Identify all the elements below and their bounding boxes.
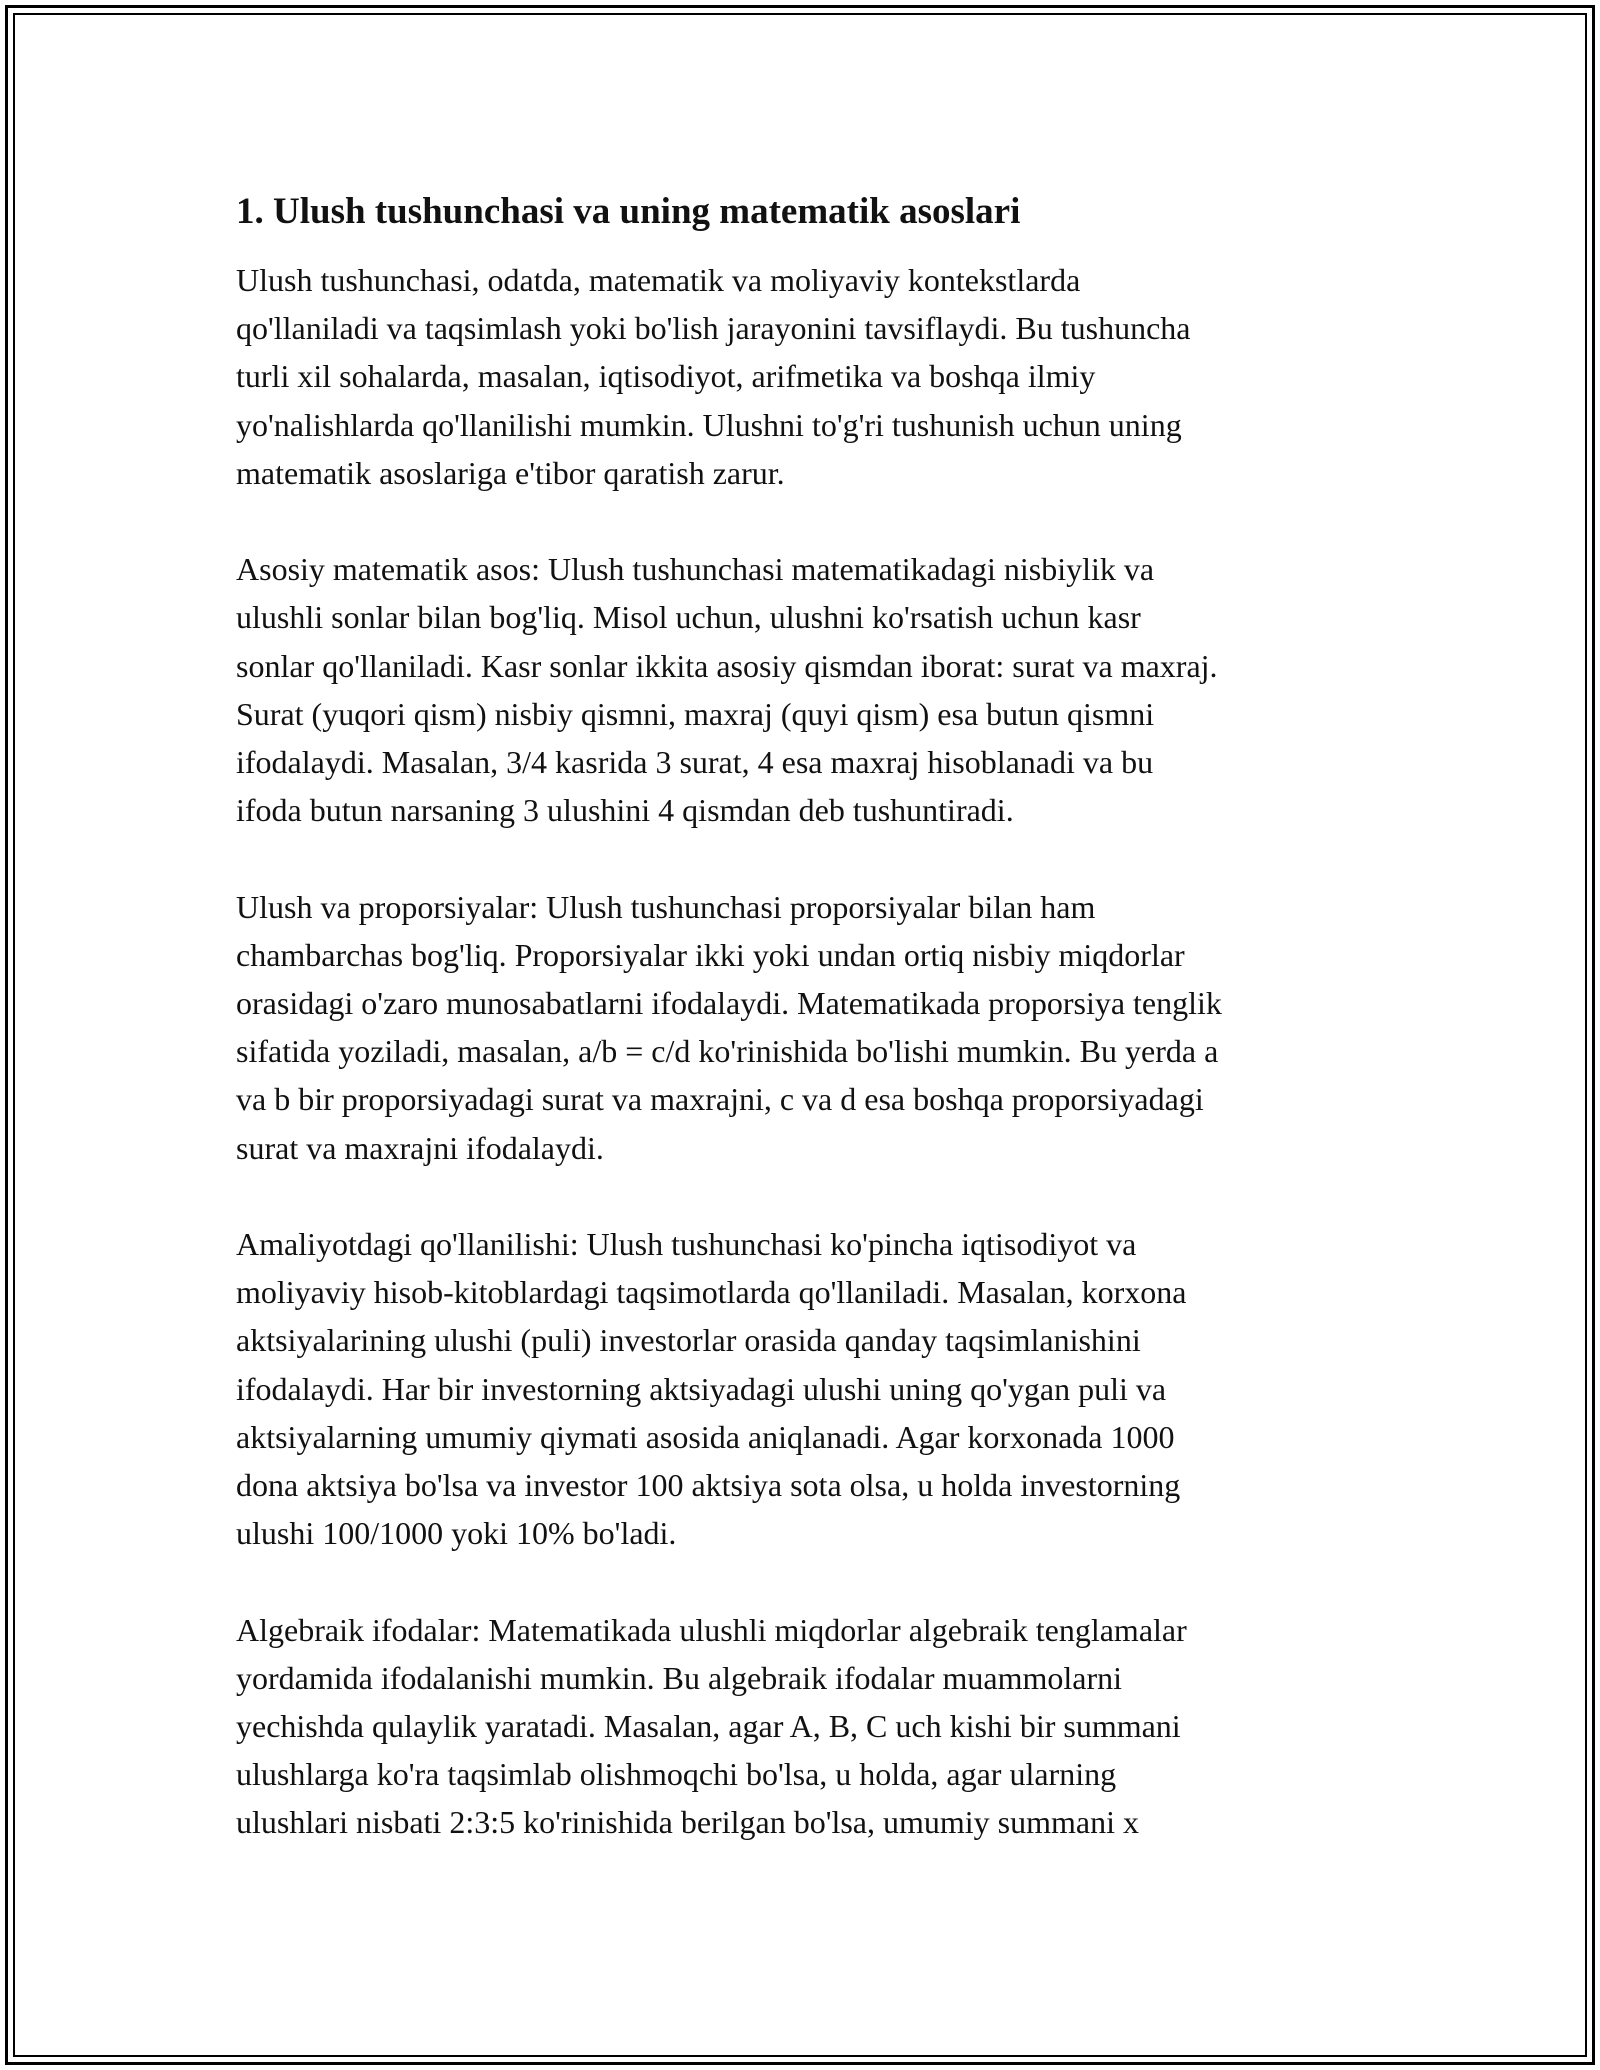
text-line: turli xil sohalarda, masalan, iqtisodiyot, arifmetika va boshqa ilmiy xyxy=(236,358,1096,395)
text-line: Surat (yuqori qism) nisbiy qismni, maxraj (quyi qism) esa butun qismni xyxy=(236,695,1155,732)
text-line: Asosiy matematik asos: Ulush tushunchasi matematikadagi nisbiylik va xyxy=(236,551,1155,588)
text-line: ulushlari nisbati 2:3:5 ko'rinishida berilgan bo'lsa, umumiy summani x xyxy=(236,1804,1139,1841)
text-line: aktsiyalarining ulushi (puli) investorlar orasida qanday taqsimlanishini xyxy=(236,1322,1141,1359)
text-line: moliyaviy hisob-kitoblardagi taqsimotlarda qo'llaniladi. Masalan, korxona xyxy=(236,1274,1187,1311)
paragraph-intro xyxy=(236,256,1386,497)
text-line: yechishda qulaylik yaratadi. Masalan, agar A, B, C uch kishi bir summani xyxy=(236,1708,1181,1745)
text-line: ifodalaydi. Har bir investorning aktsiyadagi ulushi uning qo'ygan puli va xyxy=(236,1370,1167,1407)
text-line: sifatida yoziladi, masalan, a/b = c/d ko'rinishida bo'lishi mumkin. Bu yerda a xyxy=(236,1033,1219,1070)
text-line: sonlar qo'llaniladi. Kasr sonlar ikkita asosiy qismdan iborat: surat va maxraj. xyxy=(236,647,1218,684)
text-line: dona aktsiya bo'lsa va investor 100 aktsiya sota olsa, u holda investorning xyxy=(236,1467,1181,1504)
text-line: matematik asoslariga e'tibor qaratish zarur. xyxy=(236,454,785,491)
text-line: Amaliyotdagi qo'llanilishi: Ulush tushunchasi ko'pincha iqtisodiyot va xyxy=(236,1226,1137,1263)
text-line: Ulush tushunchasi, odatda, matematik va moliyaviy kontekstlarda xyxy=(236,262,1081,298)
text-line: ulushli sonlar bilan bog'liq. Misol uchun, ulushni ko'rsatish uchun kasr xyxy=(236,599,1141,636)
text-line: Ulush va proporsiyalar: Ulush tushunchasi proporsiyalar bilan ham xyxy=(236,888,1096,925)
paragraph-basic-math xyxy=(236,545,1386,834)
text-line: ifodalaydi. Masalan, 3/4 kasrida 3 surat, 4 esa maxraj hisoblanadi va bu xyxy=(236,744,1154,781)
document-body xyxy=(236,188,1386,1895)
paragraph-algebraic xyxy=(236,1606,1386,1847)
text-line: yordamida ifodalanishi mumkin. Bu algebraik ifodalar muammolarni xyxy=(236,1659,1122,1696)
text-line: orasidagi o'zaro munosabatlarni ifodalaydi. Matematikada proporsiya tenglik xyxy=(236,985,1222,1022)
text-line: aktsiyalarning umumiy qiymati asosida aniqlanadi. Agar korxonada 1000 xyxy=(236,1418,1175,1455)
text-line: ifoda butun narsaning 3 ulushini 4 qismdan deb tushuntiradi. xyxy=(236,792,1014,829)
text-line: va b bir proporsiyadagi surat va maxrajni, c va d esa boshqa proporsiyadagi xyxy=(236,1081,1204,1118)
text-line: ulushlarga ko'ra taqsimlab olishmoqchi bo'lsa, u holda, agar ularning xyxy=(236,1756,1117,1793)
text-line: chambarchas bog'liq. Proporsiyalar ikki yoki undan ortiq nisbiy miqdorlar xyxy=(236,936,1185,973)
text-line: qo'llaniladi va taqsimlash yoki bo'lish jarayonini tavsiflaydi. Bu tushuncha xyxy=(236,310,1191,347)
text-line: Algebraik ifodalar: Matematikada ulushli miqdorlar algebraik tenglamalar xyxy=(236,1611,1187,1648)
section-heading: 1. Ulush tushunchasi va uning matematik asoslari xyxy=(236,191,1021,232)
text-line: surat va maxrajni ifodalaydi. xyxy=(236,1129,604,1166)
paragraph-practical-use xyxy=(236,1220,1386,1557)
text-line: ulushi 100/1000 yoki 10% bo'ladi. xyxy=(236,1515,677,1552)
text-line: yo'nalishlarda qo'llanilishi mumkin. Ulushni to'g'ri tushunish uchun uning xyxy=(236,406,1182,443)
paragraph-proportions xyxy=(236,883,1386,1172)
